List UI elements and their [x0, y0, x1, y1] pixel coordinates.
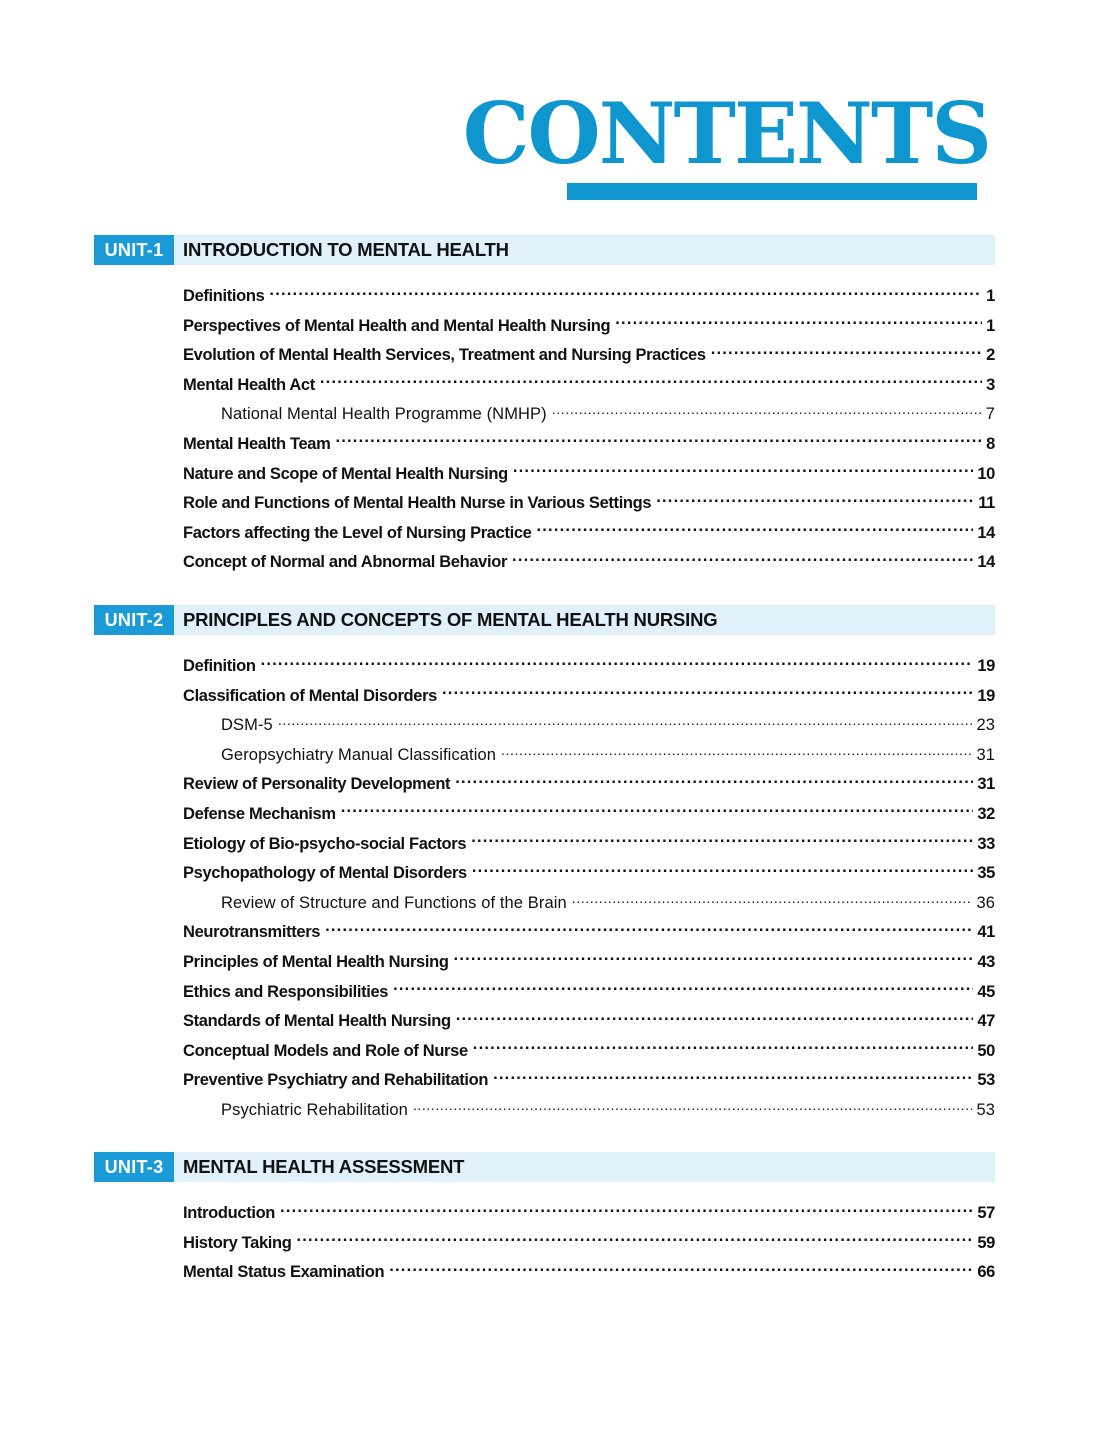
toc-entry-page: 66 [977, 1263, 995, 1282]
toc-entry-page: 43 [977, 952, 995, 971]
unit-header [94, 235, 995, 265]
toc-entry-label: History Taking [183, 1233, 292, 1252]
toc-entry[interactable] [183, 1096, 995, 1126]
toc-entry[interactable] [183, 918, 995, 948]
toc-entry-label: Definition [183, 657, 256, 675]
toc-entry-page: 31 [977, 775, 995, 794]
toc-entry[interactable] [183, 312, 995, 342]
dot-leader [512, 551, 973, 568]
dot-leader [513, 462, 973, 479]
toc-entry-page: 53 [977, 1071, 995, 1090]
toc-entry[interactable] [183, 1258, 995, 1288]
toc-entry[interactable] [183, 489, 995, 519]
toc-entry-page: 1 [986, 287, 995, 305]
toc-entry-label: Standards of Mental Health Nursing [183, 1012, 451, 1031]
toc-entry-page: 11 [978, 494, 995, 513]
toc-entry-page: 7 [985, 405, 995, 424]
dot-leader [501, 743, 972, 760]
toc-entry-page: 57 [977, 1204, 995, 1222]
dot-leader [325, 921, 973, 938]
toc-entry[interactable] [183, 282, 995, 312]
unit-title: PRINCIPLES AND CONCEPTS OF MENTAL HEALTH NURSING [183, 609, 718, 630]
toc-entry[interactable] [183, 770, 995, 800]
unit-section [94, 1152, 995, 1288]
toc-entry-label: Factors affecting the Level of Nursing Practice [183, 523, 532, 542]
toc-entry-label: Role and Functions of Mental Health Nurse in Various Settings [183, 494, 652, 513]
toc-entry-label: Review of Structure and Functions of the Brain [221, 893, 567, 912]
unit-title: INTRODUCTION TO MENTAL HEALTH [183, 239, 509, 260]
page-title: CONTENTS [462, 84, 990, 183]
toc-entry-label: Evolution of Mental Health Services, Treatment and Nursing Practices [183, 346, 706, 365]
toc-entry[interactable] [183, 341, 995, 371]
dot-leader [472, 862, 973, 879]
toc-entry-label: Perspectives of Mental Health and Mental Health Nursing [183, 316, 611, 335]
title-underline [567, 183, 977, 200]
toc-entry[interactable] [183, 652, 995, 682]
dot-leader [341, 802, 974, 819]
toc-entry-label: Concept of Normal and Abnormal Behavior [183, 553, 508, 572]
toc-list [94, 652, 995, 1126]
toc-entry-label: Preventive Psychiatry and Rehabilitation [183, 1071, 489, 1090]
toc-entry-page: 41 [977, 923, 995, 942]
toc-entry-label: Definitions [183, 287, 265, 305]
dot-leader [493, 1069, 973, 1086]
unit-section [94, 235, 995, 578]
dot-leader [269, 285, 982, 302]
toc-entry[interactable] [183, 1007, 995, 1037]
dot-leader [389, 1261, 973, 1278]
toc-entry-page: 1 [986, 316, 995, 335]
dot-leader [552, 403, 982, 420]
toc-entry-label: Mental Health Act [183, 375, 315, 394]
dot-leader [711, 344, 982, 361]
toc-entry[interactable] [183, 519, 995, 549]
dot-leader [656, 492, 974, 509]
toc-entry-label: Review of Personality Development [183, 775, 451, 794]
unit-badge: UNIT-2 [94, 605, 174, 635]
dot-leader [296, 1231, 973, 1248]
toc-entry-label: Psychiatric Rehabilitation [221, 1100, 408, 1119]
dot-leader [320, 373, 982, 390]
unit-section [94, 605, 995, 1126]
toc-entry[interactable] [183, 460, 995, 490]
toc-entry-label: Ethics and Responsibilities [183, 982, 389, 1001]
toc-entry-page: 33 [977, 834, 995, 853]
toc-entry-label: Principles of Mental Health Nursing [183, 952, 449, 971]
toc-entry-page: 10 [977, 464, 995, 483]
toc-entry[interactable] [183, 1037, 995, 1067]
toc-entry-page: 14 [977, 523, 995, 542]
dot-leader [536, 521, 973, 538]
toc-entry-label: Mental Health Team [183, 434, 331, 453]
toc-entry[interactable] [183, 548, 995, 578]
toc-entry-page: 47 [977, 1012, 995, 1031]
toc-entry[interactable] [183, 1199, 995, 1229]
toc-entry-label: DSM-5 [221, 716, 273, 735]
unit-badge: UNIT-1 [94, 235, 174, 265]
toc-entry-label: Neurotransmitters [183, 923, 321, 942]
dot-leader [471, 832, 973, 849]
dot-leader [413, 1098, 973, 1115]
toc-entry-page: 45 [977, 982, 995, 1001]
toc-entry[interactable] [183, 741, 995, 771]
dot-leader [393, 980, 973, 997]
toc-entry-page: 31 [976, 745, 995, 764]
toc-entry-page: 14 [977, 553, 995, 572]
toc-entry[interactable] [183, 711, 995, 741]
toc-entry-label: Psychopathology of Mental Disorders [183, 864, 467, 883]
toc-entry[interactable] [183, 430, 995, 460]
toc-entry-label: Introduction [183, 1204, 276, 1222]
toc-entry-label: Nature and Scope of Mental Health Nursing [183, 464, 508, 483]
toc-entry-label: Etiology of Bio-psycho-social Factors [183, 834, 467, 853]
toc-entry[interactable] [183, 889, 995, 919]
toc-entry-label: Conceptual Models and Role of Nurse [183, 1041, 468, 1060]
toc-entry-page: 53 [976, 1100, 995, 1119]
toc-entry-page: 3 [986, 375, 995, 394]
toc-entry[interactable] [183, 800, 995, 830]
toc-entry-label: Mental Status Examination [183, 1263, 385, 1282]
toc-entry-page: 59 [977, 1233, 995, 1252]
dot-leader [280, 1202, 973, 1219]
toc-entry-label: Geropsychiatry Manual Classification [221, 745, 497, 764]
dot-leader [615, 314, 982, 331]
toc-entry-page: 19 [977, 657, 995, 675]
toc-entry[interactable] [183, 682, 995, 712]
toc-entry[interactable] [183, 830, 995, 860]
toc-entry-page: 36 [976, 893, 995, 912]
unit-header [94, 1152, 995, 1182]
toc-entry-page: 50 [977, 1041, 995, 1060]
dot-leader [455, 773, 973, 790]
toc-entry-page: 23 [976, 716, 995, 735]
toc-entry[interactable] [183, 371, 995, 401]
dot-leader [473, 1039, 974, 1056]
toc-entry[interactable] [183, 1229, 995, 1259]
dot-leader [442, 684, 973, 701]
toc-entry[interactable] [183, 948, 995, 978]
toc-list [94, 282, 995, 578]
toc-entry-label: National Mental Health Programme (NMHP) [221, 405, 547, 424]
toc-entry[interactable] [183, 1066, 995, 1096]
toc-entry-label: Classification of Mental Disorders [183, 686, 437, 705]
unit-badge: UNIT-3 [94, 1152, 174, 1182]
toc-entry[interactable] [183, 978, 995, 1008]
toc-entry-page: 35 [977, 864, 995, 883]
toc-entry[interactable] [183, 859, 995, 889]
dot-leader [335, 432, 982, 449]
dot-leader [454, 950, 974, 967]
dot-leader [456, 1010, 974, 1027]
toc-entry-page: 8 [986, 434, 995, 453]
toc-entry[interactable] [183, 400, 995, 430]
unit-title: MENTAL HEALTH ASSESSMENT [183, 1156, 465, 1177]
toc-entry-page: 2 [986, 346, 995, 365]
dot-leader [572, 891, 973, 908]
toc-entry-page: 32 [977, 804, 995, 823]
toc-entry-label: Defense Mechanism [183, 804, 336, 823]
dot-leader [278, 714, 973, 731]
dot-leader [261, 655, 974, 672]
unit-header [94, 605, 995, 635]
toc-list [94, 1199, 995, 1288]
toc-entry-page: 19 [977, 686, 995, 705]
